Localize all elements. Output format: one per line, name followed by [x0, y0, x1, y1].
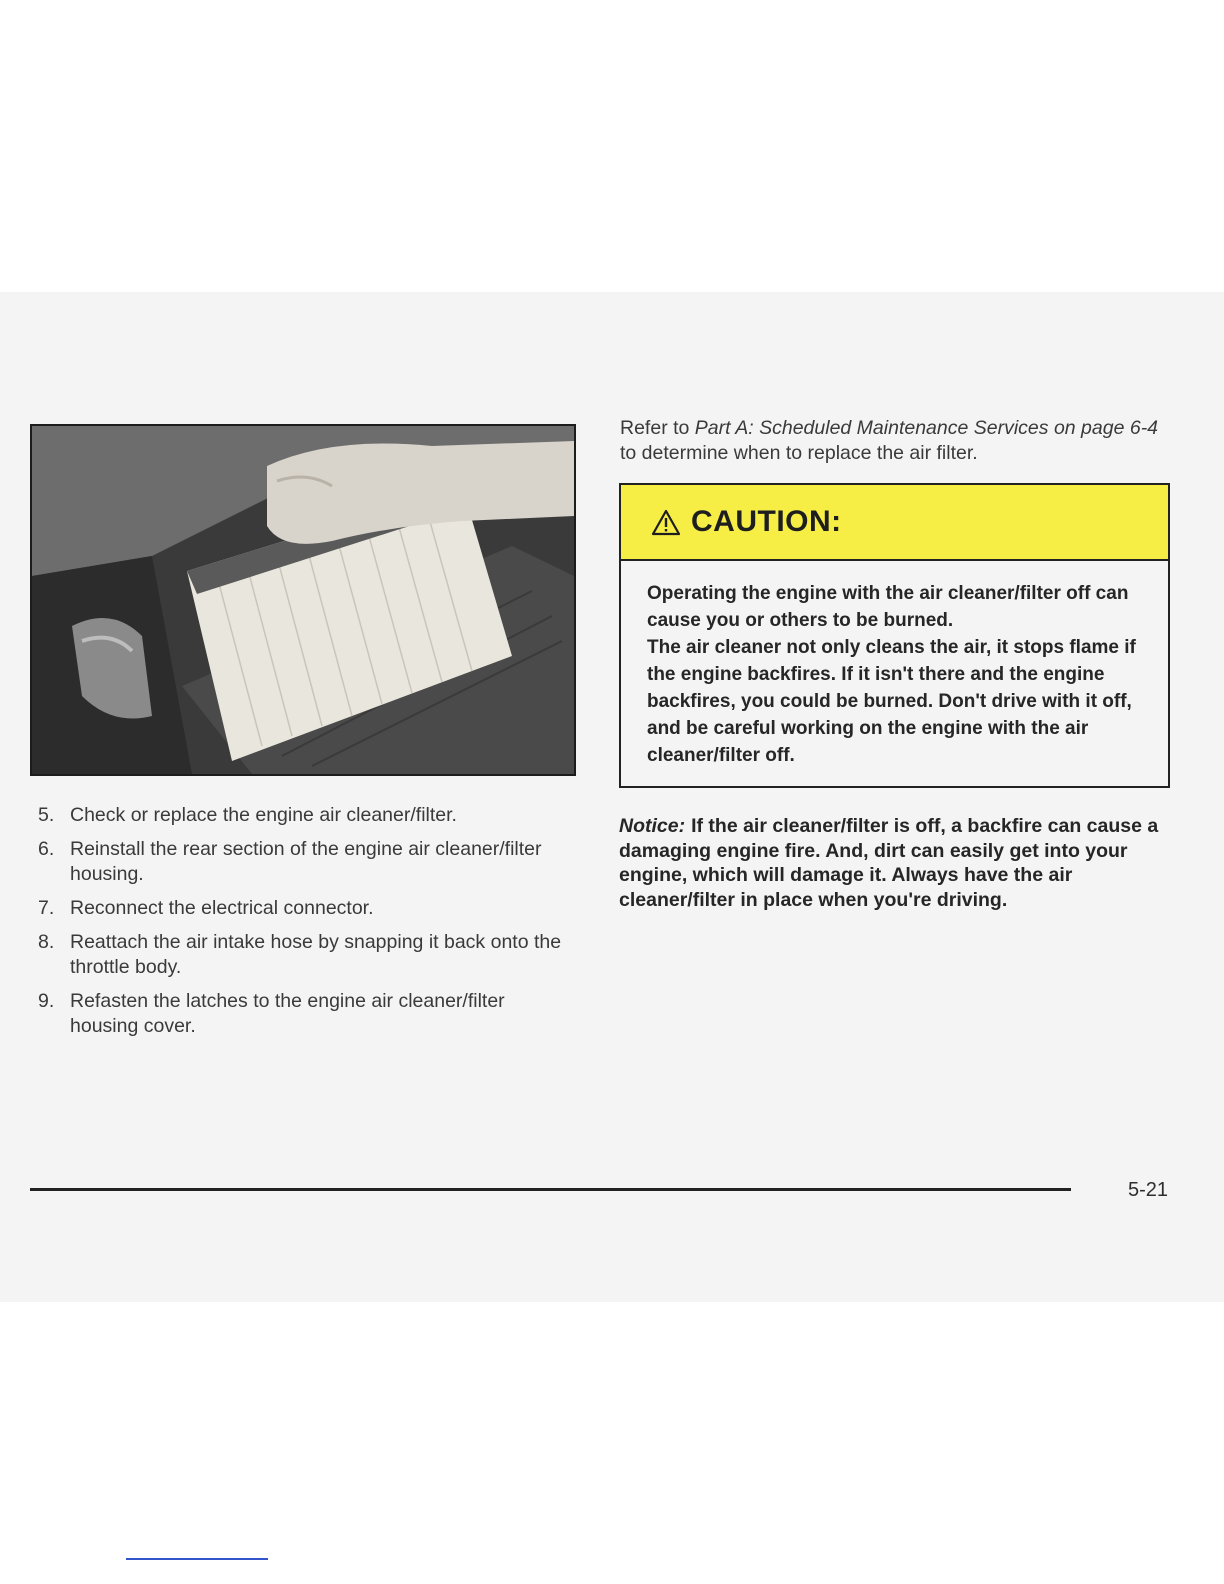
- refer-suffix: to determine when to replace the air filter.: [620, 442, 978, 464]
- step-number: 5.: [38, 804, 55, 826]
- list-item: [38, 803, 578, 828]
- caution-header: [621, 485, 1168, 561]
- list-item: [38, 989, 578, 1039]
- list-item: [38, 896, 578, 921]
- step-text: Reattach the air intake hose by snapping it back onto the throttle body.: [70, 931, 562, 978]
- step-text: Reinstall the rear section of the engine air cleaner/filter housing.: [70, 838, 542, 885]
- notice-text: If the air cleaner/filter is off, a backfire can cause a damaging engine fire. And, dirt can easily get into your engine, which will damage it. Always have the air cleaner/filter in place when you're driving.: [619, 815, 1159, 911]
- step-number: 9.: [38, 990, 55, 1012]
- warning-triangle-icon: [651, 509, 681, 536]
- refer-prefix: Refer to: [620, 417, 695, 439]
- step-text: Refasten the latches to the engine air cleaner/filter housing cover.: [70, 990, 505, 1037]
- link-underline: [126, 1558, 268, 1560]
- notice-paragraph: [619, 814, 1164, 912]
- step-number: 7.: [38, 897, 55, 919]
- list-item: [38, 837, 578, 887]
- caution-box: [619, 483, 1170, 788]
- caution-paragraph: Operating the engine with the air cleaner/filter off can cause you or others to be burned.: [647, 583, 1129, 631]
- step-number: 6.: [38, 838, 55, 860]
- steps-list: [38, 803, 578, 1048]
- air-filter-photo: [30, 424, 576, 776]
- step-text: Reconnect the electrical connector.: [70, 897, 374, 919]
- refer-paragraph: [620, 416, 1160, 466]
- notice-label: Notice:: [619, 815, 686, 837]
- caution-text: [621, 561, 1168, 769]
- footer-rule: [30, 1188, 1071, 1191]
- step-text: Check or replace the engine air cleaner/filter.: [70, 804, 457, 826]
- page-number: 5-21: [1128, 1179, 1169, 1201]
- caution-paragraph: The air cleaner not only cleans the air, it stops flame if the engine backfires. If it isn't there and the engine backfires, you could be burned. Don't drive with it off, and be careful working on the engine with the air cleaner/filter off.: [647, 637, 1136, 766]
- caution-title: CAUTION:: [691, 505, 842, 538]
- step-number: 8.: [38, 931, 55, 953]
- list-item: [38, 930, 578, 980]
- maintenance-reference-link[interactable]: Part A: Scheduled Maintenance Services on page 6-4: [694, 417, 1159, 439]
